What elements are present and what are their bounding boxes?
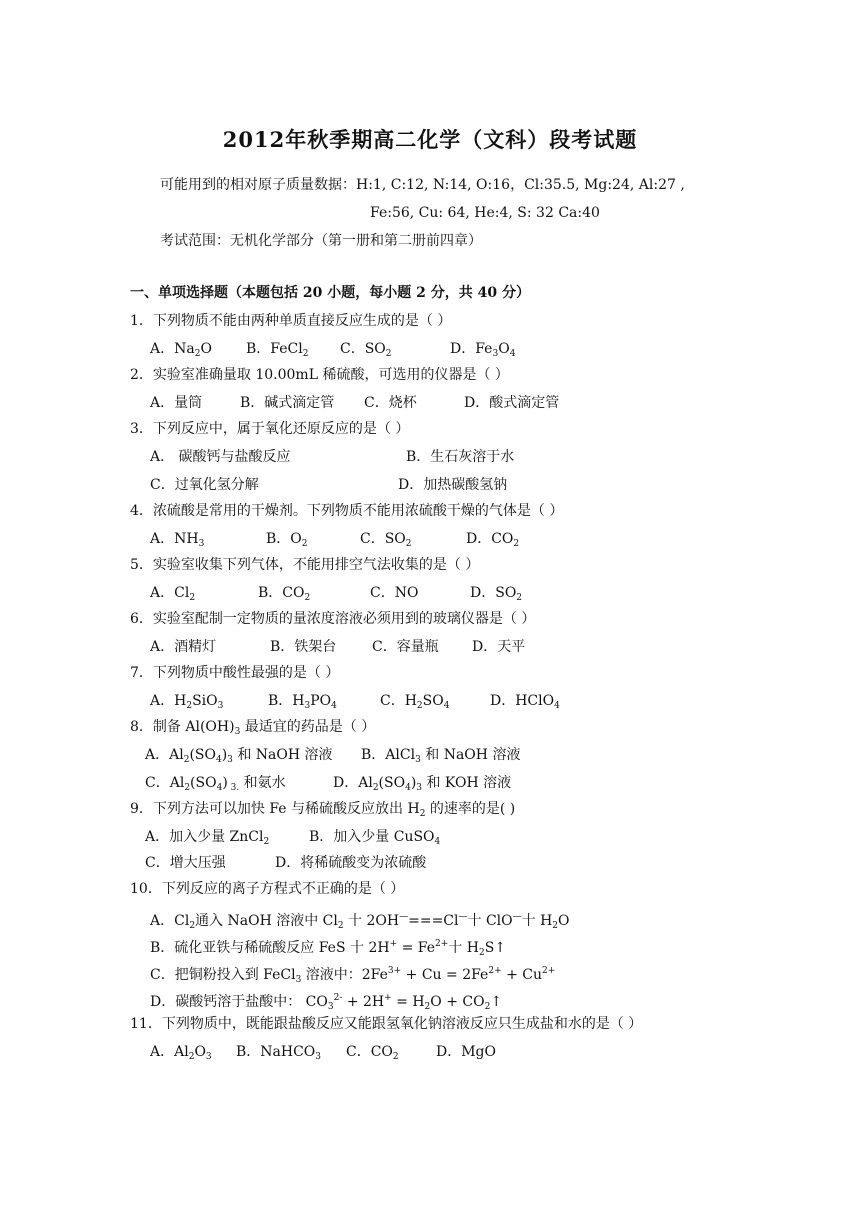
option-d: D．酸式滴定管 <box>464 395 560 411</box>
question-7: 7．下列物质中酸性最强的是（ ） <box>130 665 340 681</box>
option-b: B．$CO_2$ <box>258 585 311 603</box>
option-a: A．$NH_3$ <box>150 531 205 549</box>
option-a: A．$H_2SiO_3$ <box>150 693 224 711</box>
option-d: D．$CO_2$ <box>466 531 520 549</box>
question-10-option-d: D．碳酸钙溶于盐酸中： $CO_3^{2-} + 2H^+ = H_2O$ + $CO_2↑$ <box>150 993 503 1012</box>
exam-title: 2012年秋季期高二化学（文科）段考试题 <box>222 127 638 152</box>
option-d: D．MgO <box>436 1044 496 1060</box>
option-c: C．$H_2SO_4$ <box>380 693 450 711</box>
option-c: C．过氧化氢分解 <box>150 477 259 493</box>
option-a: A．$Na_2O$ <box>150 341 212 359</box>
option-b: B．AlCl$_3$ 和 NaOH 溶液 <box>361 747 521 765</box>
question-10-option-b: B．硫化亚铁与稀硫酸反应 FeS 十 $2H^+ = Fe^{2+}$十 $H_2S↑$ <box>150 939 507 958</box>
question-10: 10．下列反应的离子方程式不正确的是（ ） <box>130 881 405 897</box>
atomic-mass-line-1: 可能用到的相对原子质量数据：H:1, C:12, N:14, O:16，Cl:35.5, Mg:24, Al:27 , <box>160 177 685 193</box>
option-d: D．将稀硫酸变为浓硫酸 <box>275 855 427 871</box>
question-10-option-c: C．把铜粉投入到 FeCl$_3$ 溶液中：$2Fe^{3+} + Cu = 2Fe^{2+} + Cu^{2+}$ <box>150 966 556 985</box>
option-d: D．HClO$_4$ <box>490 693 560 711</box>
option-d: D．$Al_2(SO_4)_3$ 和 KOH 溶液 <box>333 775 512 793</box>
option-a: A．酒精灯 <box>150 639 217 655</box>
option-b: B．生石灰溶于水 <box>406 449 515 465</box>
option-a: A．量筒 <box>150 395 203 411</box>
option-d: D．天平 <box>472 639 526 655</box>
option-d: D．$Fe_3O_4$ <box>450 341 516 359</box>
option-a: A．加入少量 ZnCl$_2$ <box>145 829 270 847</box>
option-d: D．加热碳酸氢钠 <box>398 477 508 493</box>
option-c: C．$SO_2$ <box>340 341 392 359</box>
question-8: 8．制备 $Al(OH)_3$ 最适宜的药品是（ ） <box>130 719 376 737</box>
option-c: C．增大压强 <box>145 855 226 871</box>
option-a: A．$Al_2O_3$ <box>150 1044 212 1062</box>
option-b: B．$H_3PO_4$ <box>268 693 337 711</box>
option-a: A．$Cl_2$ <box>150 585 196 603</box>
question-5: 5．实验室收集下列气体，不能用排空气法收集的是（ ） <box>130 557 480 573</box>
question-2: 2．实验室准确量取 10.00mL 稀硫酸，可选用的仪器是（ ） <box>130 367 509 383</box>
exam-scope: 考试范围：无机化学部分（第一册和第二册前四章） <box>160 233 482 249</box>
question-6: 6．实验室配制一定物质的量浓度溶液必须用到的玻璃仪器是（ ） <box>130 611 536 627</box>
option-c: C．$SO_2$ <box>360 531 412 549</box>
option-a: A．$Al_2(SO_4)_3$ 和 NaOH 溶液 <box>145 747 333 765</box>
question-3: 3．下列反应中，属于氧化还原反应的是（ ） <box>130 421 410 437</box>
option-b: B．铁架台 <box>270 639 337 655</box>
question-9: 9．下列方法可以加快 Fe 与稀硫酸反应放出 $H_2$ 的速率的是( ) <box>130 801 516 819</box>
atomic-mass-line-2: Fe:56, Cu: 64, He:4, S: 32 Ca:40 <box>370 205 600 221</box>
option-c: C．$CO_2$ <box>346 1044 399 1062</box>
question-10-option-a: A．$Cl_2$通入 NaOH 溶液中 $Cl_2$ 十 2OH—===Cl—十 ClO—十 $H_2O$ <box>150 912 570 931</box>
option-b: B．加入少量 CuSO$_4$ <box>309 829 441 847</box>
option-c: C．NO <box>370 585 419 601</box>
question-1: 1．下列物质不能由两种单质直接反应生成的是（ ） <box>130 313 452 329</box>
option-b: B．NaHCO$_3$ <box>236 1044 322 1062</box>
option-c: C．容量瓶 <box>372 639 439 655</box>
section-heading: 一、单项选择题（本题包括 20 小题，每小题 2 分，共 40 分） <box>130 285 530 301</box>
option-c: C．$Al_2(SO_4)$ $_{3.}$ 和氨水 <box>145 775 286 793</box>
question-4: 4．浓硫酸是常用的干燥剂。下列物质不能用浓硫酸干燥的气体是（ ） <box>130 503 564 519</box>
question-11: 11．下列物质中，既能跟盐酸反应又能跟氢氧化钠溶液反应只生成盐和水的是（ ） <box>130 1016 643 1032</box>
option-d: D．$SO_2$ <box>470 585 523 603</box>
option-a: A． 碳酸钙与盐酸反应 <box>150 449 291 465</box>
option-b: B．FeCl$_2$ <box>246 341 309 359</box>
option-c: C．烧杯 <box>364 395 417 411</box>
option-b: B．$O_2$ <box>266 531 308 549</box>
option-b: B．碱式滴定管 <box>240 395 335 411</box>
